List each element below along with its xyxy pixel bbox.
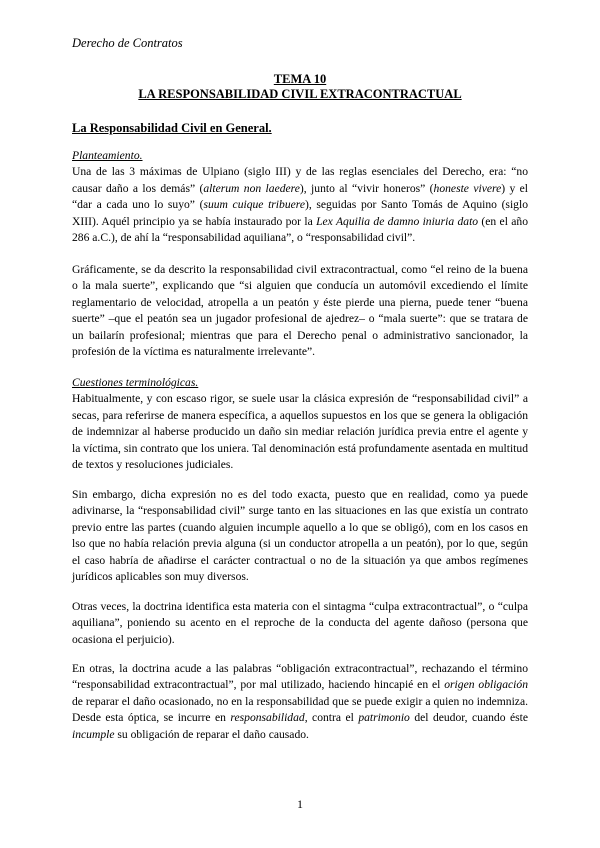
paragraph-habitualmente: Habitualmente, y con escaso rigor, se suele usar la clásica expresión de “responsabilidad civil” a secas, para referirse de manera específica, a aquellos supuestos en los que se genera la obligación de indemnizar al haberse producido un daño sin mediar relación jurídica previa entre el agente y la víctima, sin contrato que los uniera. Tal denominación está profundamente asentada en multitud de textos y resoluciones judiciales. bbox=[72, 392, 528, 472]
section-heading: La Responsabilidad Civil en General. bbox=[72, 121, 272, 135]
cuestiones-block bbox=[72, 375, 528, 473]
paragraph-suerte: Gráficamente, se da descrito la responsabilidad civil extracontractual, como “el reino de la buena o la mala suerte”, explicando que “si alguien que conducía un automóvil excediendo el límite reglamentario de velocidad, atropella a un peatón y éste pierde una pierna, puede tener “buena suerte” –que el peatón sea un jugador profesional de ajedrez– o “mala suerte”: que se tratara de un bailarín profesional; mientras que para el Derecho penal o administrativo sancionador, la profesión de la víctima es naturalmente irrelevante”. bbox=[72, 263, 528, 359]
running-header: Derecho de Contratos bbox=[72, 36, 183, 50]
subheading-cuestiones: Cuestiones terminológicas. bbox=[72, 376, 199, 389]
chapter-title bbox=[72, 72, 528, 102]
paragraph-sin-embargo: Sin embargo, dicha expresión no es del todo exacta, puesto que en realidad, como ya puede adivinarse, la “responsabilidad civil” surge tanto en las situaciones en las que existía un contrato previo entre las partes (cuando alguien incumple aquello a lo que se obligó), com en los casos en lso que no había relación previa alguna (si un conductor atropella a un peatón), por lo que, según el caso habría de añadirse el carácter contractual o no de la situación ya que ambos regímenes jurídicos aplicables son muy diversos. bbox=[72, 488, 528, 584]
subheading-planteamiento: Planteamiento. bbox=[72, 149, 143, 162]
paragraph-en-otras: En otras, la doctrina acude a las palabras “obligación extracontractual”, rechazando el término “responsabilidad extracontractual”, por mal utilizado, haciendo hincapié en el origen obligación de reparar el daño ocasionado, no en la responsabilidad que se puede exigir a quien no indemniza. Desde esta óptica, se incurre en responsabilidad, contra el patrimonio del deudor, cuando éste incumple su obligación de reparar el daño causado. bbox=[72, 662, 528, 741]
planteamiento-block bbox=[72, 148, 528, 246]
page-number: 1 bbox=[297, 797, 303, 811]
paragraph-otras-veces: Otras veces, la doctrina identifica esta materia con el sintagma “culpa extracontractual”, o “culpa aquiliana”, poniendo su acento en el reproche de la conducta del agente dañoso (persona que ocasiona el perjuicio). bbox=[72, 600, 528, 646]
paragraph-ulpiano: Una de las 3 máximas de Ulpiano (siglo III) y de las reglas esenciales del Derecho, era: “no causar daño a los demás” (alterum non laedere), junto al “vivir honeros” (honeste vivere) y el “dar a cada uno lo suyo” (suum cuique tribuere), seguidas por Santo Tomás de Aquino (siglo XIII). Aquél principio ya se había instaurado por la Lex Aquilia de damno iniuria dato (en el año 286 a.C.), de ahí la “responsabilidad aquiliana”, o “responsabilidad civil”. bbox=[72, 165, 529, 245]
chapter-name: LA RESPONSABILIDAD CIVIL EXTRACONTRACTUAL bbox=[138, 87, 462, 101]
chapter-number: TEMA 10 bbox=[273, 72, 327, 86]
